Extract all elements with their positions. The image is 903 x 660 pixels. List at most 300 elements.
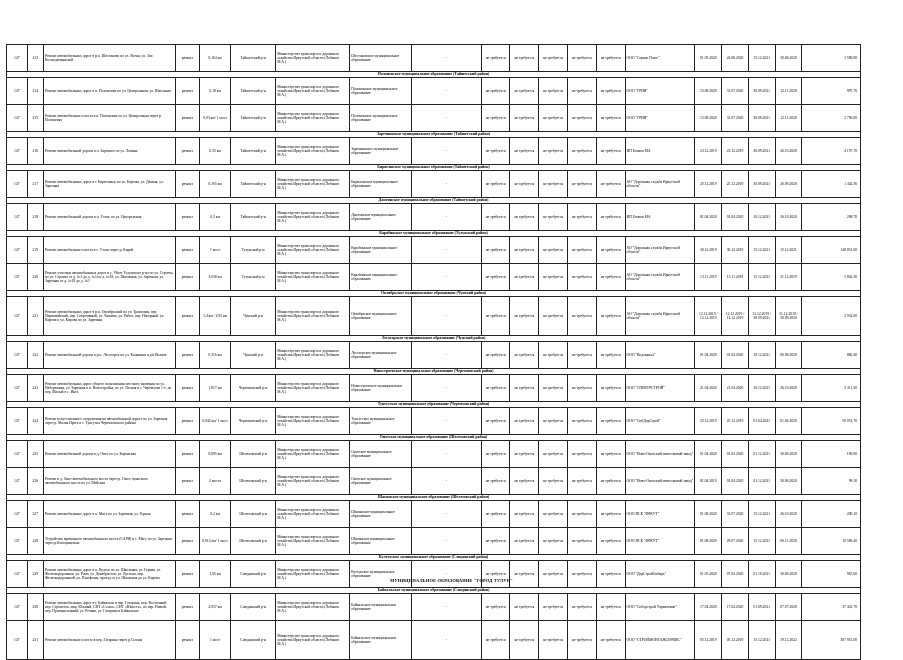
fact-date-cell: 31.12.2019 [775,264,802,291]
program-no-cell: 147 [7,138,28,165]
length-cell: 1 мост [200,237,231,264]
end-date-cell: 15.12.2021 [748,237,775,264]
approval-cell: не требуется [568,621,597,660]
owner-cell: Шестаковское муниципальное образование [350,45,412,72]
work-type-cell: ремонт [175,204,200,231]
program-no-cell: 147 [7,561,28,588]
row-number-cell: 231 [27,621,43,660]
district-cell: Шелеховский р-н [231,501,276,528]
district-cell: Тайшетский р-н [231,138,276,165]
amount-cell: 1 442,56 [802,171,861,198]
row-number-cell: 217 [27,171,43,198]
length-cell: 0,095 км [200,441,231,468]
contractor-cell: ООО "Водоканал" [625,342,695,369]
section-title: Полоненское муниципальное образование (Тайшетский район) [7,72,861,78]
permit-cell: не требуется [510,468,539,495]
contract-date-cell: 01.04.2020 [695,342,722,369]
work-type-cell: ремонт [175,45,200,72]
length-cell: 0,2 км [200,501,231,528]
contractor-cell: ИП Бочков МА [625,138,695,165]
object-name-cell: Ремонт участков автомобильных дорог в с. Уйгат Тулунского р-на по ул. Строека, по ул. Строека от д. №1 до д. №1а и д. №18, ул. Школьная, ул. Заречная, ул. Заречная от д. №18 до д. №1 [43,264,175,291]
owner-cell: Онотское муниципальное образование [350,441,412,468]
work-type-cell: ремонт [175,297,200,336]
district-cell: Слюдянский р-н [231,621,276,660]
fact-date-cell: 30.06.2020 [775,441,802,468]
contractor-cell: ИП Бочков МА [625,204,695,231]
district-cell: Тулунский р-н [231,264,276,291]
end-date-cell: 15.12.2021 [748,264,775,291]
row-number-cell: 222 [27,342,43,369]
other-cell: не требуется [596,594,625,621]
expertise-cell: не требуется [481,78,510,105]
permit-cell: не требуется [510,78,539,105]
object-name-cell: Ремонт автомобильного моста в пер. Гагарина через р.Солзан [43,621,175,660]
section-title: Шаманское муниципальное образование (Шелеховский район) [7,495,861,501]
row-number-cell: 216 [27,138,43,165]
customer-cell: Министерство транспорта и дорожного хозяйства Иркутской области (Лобанов М.А.) [276,204,350,231]
section-title: Октябрьское муниципальное образование (Чунский район) [7,291,861,297]
table-row [7,105,861,132]
object-name-cell: Ремонт автомобильной дороги в р.п. Лесогорск по ул. Калинина в д/в Волков [43,342,175,369]
customer-cell: Министерство транспорта и дорожного хозяйства Иркутской области (Лобанов М.А.) [276,78,350,105]
start-date-cell: 01.04.2020 [722,468,749,495]
district-cell: Черемховский р-н [231,375,276,402]
district-cell: Тайшетский р-н [231,204,276,231]
district-cell: Тайшетский р-н [231,78,276,105]
object-name-cell: Ремонт автомобильных дорог в р.п. Шестаково по ул. Ясеня, ул. Зои Космодемьянской [43,45,175,72]
end-date-cell: 10.12.2021 [748,204,775,231]
length-cell: 0,316 км [200,342,231,369]
other-cell: не требуется [596,237,625,264]
contractor-cell: ООО "ДорСтройСибирь" [625,561,695,588]
design-cell: - [411,528,481,555]
permit-cell: не требуется [510,621,539,660]
table-row [7,204,861,231]
expertise-cell: не требуется [481,105,510,132]
work-type-cell: ремонт [175,375,200,402]
expertise-cell: не требуется [481,621,510,660]
approval-cell: не требуется [568,78,597,105]
contract-date-cell: 21.04.2020 [695,375,722,402]
owner-cell: Джогинское муниципальное образование [350,204,412,231]
land-cell: не требуется [539,621,568,660]
design-cell: - [411,78,481,105]
other-cell: не требуется [596,264,625,291]
design-cell: - [411,342,481,369]
start-date-cell: 24.06.2020 [722,45,749,72]
customer-cell: Министерство транспорта и дорожного хозяйства Иркутской области (Лобанов М.А.) [276,171,350,198]
row-number-cell: 225 [27,441,43,468]
amount-cell: 50 051,70 [802,408,861,435]
design-cell: - [411,594,481,621]
design-cell: - [411,171,481,198]
land-cell: не требуется [539,468,568,495]
design-cell: - [411,297,481,336]
program-no-cell: 147 [7,441,28,468]
land-cell: не требуется [539,501,568,528]
contract-date-cell: 01.05.2020 [695,45,722,72]
end-date-cell: 30.09.2021 [748,138,775,165]
other-cell: не требуется [596,342,625,369]
object-name-cell: Ремонт автомобильных дорог в р.п. Октябрьский по ул. Трактовая, пер. Первомайский, пер. Спортивный, ул. Чапаева, ул. Рабоч, пер. Нагорный, ул. Кирова и ул. Кирова по ул. Заречная [43,297,175,336]
contract-date-cell: 01.04.2020 [695,441,722,468]
design-cell: - [411,468,481,495]
permit-cell: не требуется [510,204,539,231]
start-date-cell: 01.04.2020 [722,441,749,468]
fact-date-cell: 06.08.2020 [775,342,802,369]
contract-date-cell: 01.08.2020 [695,501,722,528]
work-type-cell: ремонт [175,171,200,198]
program-no-cell: 147 [7,45,28,72]
owner-cell: Заречнинское муниципальное образование [350,138,412,165]
design-cell: - [411,204,481,231]
land-cell: не требуется [539,528,568,555]
section-heading-city: МУНИЦИПАЛЬНОЕ ОБРАЗОВАНИЕ "ГОРОД ТУЛУН" [390,578,513,583]
row-number-cell: 226 [27,468,43,495]
end-date-cell: 01.09.2021 [748,594,775,621]
expertise-cell: не требуется [481,342,510,369]
permit-cell: не требуется [510,264,539,291]
object-name-cell: Ремонт автомобильных дорог в п. Полонение по ул. Центральная, ул. Школьная [43,78,175,105]
contract-date-cell: 01.04.2019 [695,468,722,495]
owner-cell: Байкальское муниципальное образование [350,594,412,621]
table-row [7,138,861,165]
program-no-cell: 147 [7,375,28,402]
table-row [7,528,861,555]
other-cell: не требуется [596,468,625,495]
work-type-cell: ремонт [175,342,200,369]
length-cell: 1,817 км [200,375,231,402]
object-name-cell: Ремонт автомобильной дороги в д. Онот по ул. Кармаская [43,441,175,468]
contractor-cell: ООО "Ново-Онотский известковый завод" [625,441,695,468]
other-cell: не требуется [596,105,625,132]
approval-cell: не требуется [568,468,597,495]
object-name-cell: Ремонт искусственного сооружения на автомобильной дороге по ул. Заречная через р. Малая Ирега в с. Тунгуска Черемховского района [43,408,175,435]
amount-cell: 99,10 [802,468,861,495]
customer-cell: Министерство транспорта и дорожного хозяйства Иркутской области (Лобанов М.А.) [276,501,350,528]
contract-date-cell: 05.12.2019 [695,621,722,660]
land-cell: не требуется [539,138,568,165]
permit-cell: не требуется [510,171,539,198]
land-cell: не требуется [539,237,568,264]
start-date-cell: 01.04.2020 [722,342,749,369]
start-date-cell: 31.07.2020 [722,501,749,528]
section-title: Тунгусское муниципальное образование (Черемховский район) [7,402,861,408]
district-cell: Чунский р-н [231,297,276,336]
program-no-cell: 147 [7,594,28,621]
fact-date-cell: 30.06.2020 [775,45,802,72]
district-cell: Шелеховский р-н [231,468,276,495]
length-cell: 1,05 км [200,561,231,588]
length-cell: 0,03 км/ 1 мост [200,105,231,132]
start-date-cell: 07.04.2020 [722,561,749,588]
other-cell: не требуется [596,204,625,231]
length-cell: 0,18 км [200,78,231,105]
fact-date-cell: 19.12.2022 [775,621,802,660]
fact-date-cell: 26.09.2020 [775,171,802,198]
contractor-cell: ООО "СПЕКТРСТРОЙ" [625,375,695,402]
amount-cell: 2 750,00 [802,105,861,132]
land-cell: не требуется [539,264,568,291]
end-date-cell: 01.12.2021 [748,441,775,468]
customer-cell: Министерство транспорта и дорожного хозяйства Иркутской области (Лобанов М.А.) [276,621,350,660]
design-cell: - [411,375,481,402]
owner-cell: Лесогорское муниципальное образование [350,342,412,369]
object-name-cell: Ремонт автомобильного моста в п. Полонение по ул. Центральная через р. Полоненку [43,105,175,132]
land-cell: не требуется [539,171,568,198]
approval-cell: не требуется [568,441,597,468]
program-no-cell: 147 [7,78,28,105]
end-date-cell: 15.12.2021 [748,528,775,555]
amount-cell: 169,00 [802,441,861,468]
program-no-cell: 147 [7,468,28,495]
amount-cell: 967,60 [802,561,861,588]
contractor-cell: АО "Дорожная служба Иркутской области" [625,237,695,264]
customer-cell: Министерство транспорта и дорожного хозяйства Иркутской области (Лобанов М.А.) [276,237,350,264]
start-date-cell: 17.04.2020 [722,594,749,621]
land-cell: не требуется [539,204,568,231]
district-cell: Тайшетский р-н [231,45,276,72]
contract-date-cell: 15.08.2020 [695,78,722,105]
work-type-cell: ремонт [175,78,200,105]
district-cell: Шелеховский р-н [231,528,276,555]
approval-cell: не требуется [568,171,597,198]
fact-date-cell: 26.10.2020 [775,501,802,528]
end-date-cell: 15.12.2021 [748,501,775,528]
object-name-cell: Ремонт автомобильных дорог в г. Бирюсинск по ул. Березка, ул. Дачная, ул. Заречная [43,171,175,198]
program-no-cell: 147 [7,171,28,198]
amount-cell: 37 441,70 [802,594,861,621]
table-row [7,468,861,495]
work-type-cell: ремонт [175,501,200,528]
permit-cell: не требуется [510,45,539,72]
permit-cell: не требуется [510,561,539,588]
row-number-cell: 215 [27,105,43,132]
start-date-cell: 25.12.2019 [722,408,749,435]
table-row [7,441,861,468]
work-type-cell: ремонт [175,138,200,165]
other-cell: не требуется [596,501,625,528]
row-number-cell: 230 [27,594,43,621]
other-cell: не требуется [596,138,625,165]
land-cell: не требуется [539,78,568,105]
approval-cell: не требуется [568,204,597,231]
length-cell: 0,165 км [200,171,231,198]
owner-cell: Байкальское муниципальное образование [350,621,412,660]
length-cell: 0,012 км/ 1 мост [200,528,231,555]
start-date-cell: 12.12.2019 / 12.12.2019 [722,297,749,336]
row-number-cell: 214 [27,78,43,105]
customer-cell: Министерство транспорта и дорожного хозяйства Иркутской области (Лобанов М.А.) [276,138,350,165]
other-cell: не требуется [596,561,625,588]
amount-cell: 148 851,00 [802,237,861,264]
row-number-cell: 223 [27,375,43,402]
start-date-cell: 01.04.2020 [722,204,749,231]
program-no-cell: 147 [7,264,28,291]
table-row [7,45,861,72]
contractor-cell: АО "Дорожная служба Иркутской области" [625,297,695,336]
object-name-cell: Ремонт автомобильной дороги в п. Заречное по ул. Ленина [43,138,175,165]
permit-cell: не требуется [510,375,539,402]
end-date-cell: 15.12.2021 [748,621,775,660]
length-cell: 0,042 км/ 1 мост [200,408,231,435]
table-row [7,408,861,435]
permit-cell: не требуется [510,594,539,621]
permit-cell: не требуется [510,342,539,369]
permit-cell: не требуется [510,297,539,336]
row-number-cell: 227 [27,501,43,528]
work-type-cell: ремонт [175,468,200,495]
end-date-cell: 01.04.2021 [748,408,775,435]
fact-date-cell: 26.10.2020 [775,375,802,402]
approval-cell: не требуется [568,594,597,621]
start-date-cell: 30.12.2019 [722,237,749,264]
permit-cell: не требуется [510,105,539,132]
approval-cell: не требуется [568,501,597,528]
contractor-cell: ООО "Соборстрой Управление" [625,594,695,621]
expertise-cell: не требуется [481,468,510,495]
register-table [6,44,861,660]
section-title: Карабинское муниципальное образование (Тулунский район) [7,231,861,237]
contract-date-cell: 25.12.2019 [695,408,722,435]
table-row [7,594,861,621]
start-date-cell: 31.07.2020 [722,78,749,105]
contractor-cell: ООО "ГРИН" [625,78,695,105]
customer-cell: Министерство транспорта и дорожного хозяйства Иркутской области (Лобанов М.А.) [276,468,350,495]
contract-date-cell: 30.12.2019 [695,237,722,264]
land-cell: не требуется [539,342,568,369]
work-type-cell: ремонт [175,528,200,555]
customer-cell: Министерство транспорта и дорожного хозяйства Иркутской области (Лобанов М.А.) [276,594,350,621]
row-number-cell: 228 [27,528,43,555]
contract-date-cell: 12.12.2019 / 12.12.2019 [695,297,722,336]
contractor-cell: ООО "Ново-Онотский известковый завод" [625,468,695,495]
length-cell: 0,3 км [200,204,231,231]
start-date-cell: 05.12.2019 [722,621,749,660]
approval-cell: не требуется [568,237,597,264]
section-title: Онотское муниципальное образование (Шелеховский район) [7,435,861,441]
design-cell: - [411,45,481,72]
table-row [7,171,861,198]
section-title: Заречнинское муниципальное образование (Тайшетский район) [7,132,861,138]
expertise-cell: не требуется [481,375,510,402]
expertise-cell: не требуется [481,501,510,528]
work-type-cell: ремонт [175,441,200,468]
fact-date-cell: 01.04.2020 [775,408,802,435]
permit-cell: не требуется [510,441,539,468]
fact-date-cell: 12.11.2020 [775,105,802,132]
object-name-cell: Устройство временного автомобильного моста (САРИ) в с. Мягу по ул. Заречная через р.Китоцинелька [43,528,175,555]
section-title: Бирюсинское муниципальное образование (Тайшетский район) [7,165,861,171]
start-date-cell: 29.07.2020 [722,528,749,555]
work-type-cell: ремонт [175,264,200,291]
design-cell: - [411,621,481,660]
land-cell: не требуется [539,441,568,468]
work-type-cell: ремонт [175,105,200,132]
district-cell: Тайшетский р-н [231,105,276,132]
end-date-cell: 10.12.2021 [748,375,775,402]
section-title: Култукское муниципальное образование (Слюдянский район) [7,555,861,561]
customer-cell: Министерство транспорта и дорожного хозяйства Иркутской области (Лобанов М.А.) [276,105,350,132]
district-cell: Шелеховский р-н [231,441,276,468]
length-cell: 1 мост [200,621,231,660]
permit-cell: не требуется [510,138,539,165]
start-date-cell: 25.12.2019 [722,171,749,198]
contractor-cell: АО "Дорожная служба Иркутской области" [625,264,695,291]
owner-cell: Карабинское муниципальное образование [350,237,412,264]
row-number-cell: 224 [27,408,43,435]
other-cell: не требуется [596,171,625,198]
contract-date-cell: 01.04.2020 [695,204,722,231]
program-no-cell: 147 [7,408,28,435]
other-cell: не требуется [596,408,625,435]
fact-date-cell: 30.06.2020 [775,468,802,495]
amount-cell: 5 842,30 [802,264,861,291]
owner-cell: Онотское муниципальное образование [350,468,412,495]
table-row [7,621,861,660]
customer-cell: Министерство транспорта и дорожного хозяйства Иркутской области (Лобанов М.А.) [276,264,350,291]
work-type-cell: ремонт [175,561,200,588]
contract-date-cell: 01.08.2020 [695,528,722,555]
program-no-cell: 147 [7,204,28,231]
design-cell: - [411,105,481,132]
design-cell: - [411,138,481,165]
district-cell: Черемховский р-н [231,408,276,435]
approval-cell: не требуется [568,375,597,402]
owner-cell: Октябрьское муниципальное образование [350,297,412,336]
district-cell: Тайшетский р-н [231,171,276,198]
land-cell: не требуется [539,594,568,621]
design-cell: - [411,501,481,528]
table-row [7,297,861,336]
customer-cell: Министерство транспорта и дорожного хозяйства Иркутской области (Лобанов М.А.) [276,297,350,336]
end-date-cell: 01.10.2021 [748,561,775,588]
district-cell: Тулунский р-н [231,237,276,264]
other-cell: не требуется [596,78,625,105]
fact-date-cell: 26.10.2020 [775,204,802,231]
owner-cell: Бирюсинское муниципальное образование [350,171,412,198]
fact-date-cell: 30.06.2020 [775,561,802,588]
start-date-cell: 13.11.2019 [722,264,749,291]
amount-cell: 997,76 [802,78,861,105]
customer-cell: Министерство транспорта и дорожного хозяйства Иркутской области (Лобанов М.А.) [276,408,350,435]
contract-date-cell: 23.12.2019 [695,138,722,165]
owner-cell: Полоненское муниципальное образование [350,105,412,132]
land-cell: не требуется [539,375,568,402]
section-title: Лесогорское муниципальное образование (Чунский район) [7,336,861,342]
row-number-cell: 218 [27,204,43,231]
program-no-cell: 147 [7,621,28,660]
expertise-cell: не требуется [481,45,510,72]
program-no-cell: 147 [7,501,28,528]
start-date-cell: 31.07.2020 [722,105,749,132]
amount-cell: 4 197,70 [802,138,861,165]
length-cell: 0,164 км [200,45,231,72]
customer-cell: Министерство транспорта и дорожного хозяйства Иркутской области (Лобанов М.А.) [276,561,350,588]
length-cell: 1,4 км / 4,95 км [200,297,231,336]
land-cell: не требуется [539,105,568,132]
district-cell: Чунский р-н [231,342,276,369]
end-date-cell: 30.09.2021 [748,78,775,105]
length-cell: 3,038 км [200,264,231,291]
approval-cell: не требуется [568,264,597,291]
object-name-cell: Ремонт автомобильных дорог в г. Байкальск в пер. Гагарина, пер. Восточный, пер. Строитель, мкр. Южный, СНТ «Сосна», СНТ «Юность», по пер. Новый, пер. Промышленный, ул. Речная, ул. Гагарина в Байкальске [43,594,175,621]
permit-cell: не требуется [510,408,539,435]
other-cell: не требуется [596,528,625,555]
length-cell: 2 моста [200,468,231,495]
contractor-cell: АО "Дорожная служба Иркутской области" [625,171,695,198]
land-cell: не требуется [539,297,568,336]
